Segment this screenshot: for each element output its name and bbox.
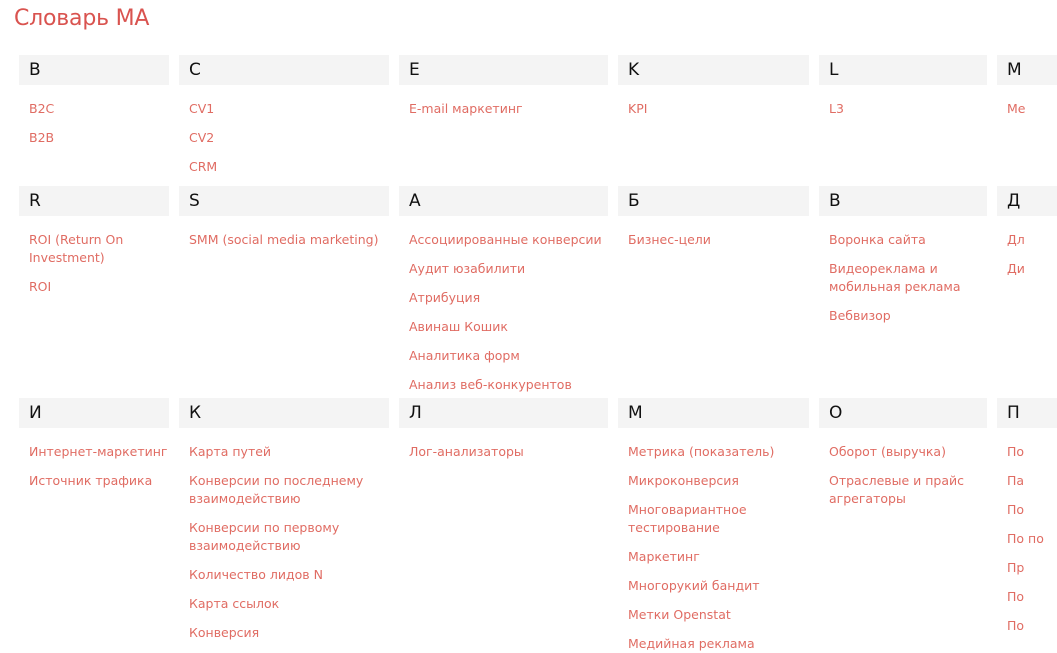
term-item <box>189 624 389 642</box>
term-item <box>1007 617 1057 635</box>
term-item <box>628 548 809 566</box>
term-item <box>29 100 169 118</box>
term-item <box>1007 530 1057 548</box>
term-item <box>409 376 608 394</box>
term-link[interactable]: Отраслевые и прайс агрегаторы <box>829 473 965 506</box>
letter-column <box>997 55 1057 118</box>
letter-heading: K <box>618 55 809 85</box>
term-item <box>409 231 608 249</box>
term-link[interactable]: B2B <box>29 130 55 145</box>
term-item <box>29 472 169 490</box>
term-link[interactable]: SMM (social media marketing) <box>189 232 379 247</box>
letter-heading: П <box>997 398 1057 428</box>
letter-column <box>618 55 809 118</box>
term-list <box>179 231 389 249</box>
term-link[interactable]: Карта ссылок <box>189 596 280 611</box>
term-link[interactable]: По <box>1007 444 1025 459</box>
term-item <box>628 577 809 595</box>
term-item <box>628 443 809 461</box>
term-link[interactable]: Вебвизор <box>829 308 891 323</box>
term-link[interactable]: Конверсии по последнему взаимодействию <box>189 473 364 506</box>
letter-heading: S <box>179 186 389 216</box>
term-link[interactable]: По <box>1007 618 1025 633</box>
term-item <box>29 443 169 461</box>
term-list <box>819 231 987 325</box>
term-link[interactable]: Пр <box>1007 560 1025 575</box>
term-link[interactable]: Бизнес-цели <box>628 232 711 247</box>
letter-column <box>819 186 987 325</box>
term-item <box>409 443 608 461</box>
letter-heading: M <box>997 55 1057 85</box>
term-link[interactable]: Дл <box>1007 232 1025 247</box>
letter-column <box>997 186 1057 278</box>
term-link[interactable]: Конверсии по первому взаимодействию <box>189 520 340 553</box>
term-item <box>1007 501 1057 519</box>
term-item <box>409 318 608 336</box>
term-item <box>628 100 809 118</box>
term-list <box>819 100 987 118</box>
term-link[interactable]: Метки Openstat <box>628 607 731 622</box>
page-title: Словарь МА <box>14 6 150 31</box>
letter-heading: E <box>399 55 608 85</box>
letter-heading: B <box>19 55 169 85</box>
term-item <box>409 289 608 307</box>
term-link[interactable]: Конверсия <box>189 625 260 640</box>
term-list <box>399 100 608 118</box>
term-item <box>829 472 987 508</box>
term-list <box>997 231 1057 278</box>
term-item <box>628 231 809 249</box>
term-item <box>189 566 389 584</box>
term-link[interactable]: Авинаш Кошик <box>409 319 508 334</box>
term-list <box>19 100 169 147</box>
letter-column <box>399 398 608 461</box>
letter-heading: R <box>19 186 169 216</box>
letter-column <box>19 186 169 296</box>
term-link[interactable]: Интернет-маркетинг <box>29 444 168 459</box>
term-item <box>1007 472 1057 490</box>
term-item <box>829 100 987 118</box>
term-link[interactable]: CV2 <box>189 130 215 145</box>
term-link[interactable]: Источник трафика <box>29 473 153 488</box>
letter-column <box>19 398 169 490</box>
letter-heading: L <box>819 55 987 85</box>
term-list <box>997 443 1057 635</box>
term-item <box>829 443 987 461</box>
term-list <box>19 443 169 490</box>
term-link[interactable]: Микроконверсия <box>628 473 739 488</box>
letter-heading: О <box>819 398 987 428</box>
term-link[interactable]: Лог-анализаторы <box>409 444 524 459</box>
term-link[interactable]: Маркетинг <box>628 549 700 564</box>
term-item <box>189 595 389 613</box>
letter-heading: В <box>819 186 987 216</box>
term-link[interactable]: По по <box>1007 531 1044 546</box>
letter-heading: Д <box>997 186 1057 216</box>
term-link[interactable]: Видеореклама и мобильная реклама <box>829 261 961 294</box>
term-link[interactable]: E-mail маркетинг <box>409 101 523 116</box>
term-link[interactable]: Аналитика форм <box>409 348 520 363</box>
term-link[interactable]: Аудит юзабилити <box>409 261 526 276</box>
letter-heading: И <box>19 398 169 428</box>
letter-heading: C <box>179 55 389 85</box>
letter-heading: М <box>618 398 809 428</box>
term-link[interactable]: Карта путей <box>189 444 272 459</box>
term-link[interactable]: Анализ веб-конкурентов <box>409 377 572 392</box>
term-list <box>819 443 987 508</box>
term-list <box>179 100 389 176</box>
term-link[interactable]: Ассоциированные конверсии <box>409 232 602 247</box>
term-item <box>829 307 987 325</box>
term-list <box>399 443 608 461</box>
term-item <box>1007 260 1057 278</box>
term-item <box>628 472 809 490</box>
term-item <box>1007 100 1057 118</box>
term-item <box>409 260 608 278</box>
term-list <box>618 443 809 653</box>
term-link[interactable]: По <box>1007 589 1025 604</box>
term-item <box>409 100 608 118</box>
term-item <box>628 606 809 624</box>
term-item <box>29 231 169 267</box>
term-item <box>628 635 809 653</box>
letter-column <box>19 55 169 147</box>
letter-column <box>618 186 809 249</box>
letter-column <box>179 186 389 249</box>
letter-column <box>819 398 987 508</box>
term-item <box>189 443 389 461</box>
term-link[interactable]: Воронка сайта <box>829 232 926 247</box>
term-link[interactable]: L3 <box>829 101 844 116</box>
term-list <box>997 100 1057 118</box>
term-item <box>1007 588 1057 606</box>
term-item <box>628 501 809 537</box>
letter-column <box>399 55 608 118</box>
term-link[interactable]: Многовариантное тестирование <box>628 502 747 535</box>
term-link[interactable]: B2C <box>29 101 55 116</box>
term-list <box>618 231 809 249</box>
term-item <box>189 129 389 147</box>
term-list <box>399 231 608 394</box>
term-item <box>829 231 987 249</box>
term-link[interactable]: Количество лидов N <box>189 567 323 582</box>
term-item <box>1007 443 1057 461</box>
term-link[interactable]: Атрибуция <box>409 290 481 305</box>
term-item <box>829 260 987 296</box>
term-link[interactable]: Многорукий бандит <box>628 578 760 593</box>
letter-column <box>618 398 809 653</box>
term-item <box>1007 231 1057 249</box>
letter-column <box>179 398 389 642</box>
term-item <box>189 519 389 555</box>
term-link[interactable]: Ме <box>1007 101 1026 116</box>
term-link[interactable]: CRM <box>189 159 218 174</box>
term-link[interactable]: CV1 <box>189 101 215 116</box>
term-item <box>29 278 169 296</box>
term-link[interactable]: По <box>1007 502 1025 517</box>
letter-heading: К <box>179 398 389 428</box>
letter-column <box>179 55 389 176</box>
letter-heading: Л <box>399 398 608 428</box>
term-item <box>189 231 389 249</box>
term-item <box>409 347 608 365</box>
term-link[interactable]: Медийная реклама <box>628 636 755 651</box>
term-link[interactable]: ROI <box>29 279 52 294</box>
letter-heading: А <box>399 186 608 216</box>
letter-column <box>819 55 987 118</box>
term-item <box>189 100 389 118</box>
term-link[interactable]: ROI (Return On Investment) <box>29 232 124 265</box>
term-link[interactable]: Па <box>1007 473 1025 488</box>
term-list <box>179 443 389 642</box>
letter-column <box>399 186 608 394</box>
term-item <box>189 472 389 508</box>
term-item <box>189 158 389 176</box>
term-list <box>19 231 169 296</box>
letter-heading: Б <box>618 186 809 216</box>
term-item <box>1007 559 1057 577</box>
term-list <box>618 100 809 118</box>
term-item <box>29 129 169 147</box>
term-link[interactable]: Оборот (выручка) <box>829 444 946 459</box>
term-link[interactable]: KPI <box>628 101 648 116</box>
letter-column <box>997 398 1057 635</box>
term-link[interactable]: Метрика (показатель) <box>628 444 775 459</box>
term-link[interactable]: Ди <box>1007 261 1025 276</box>
